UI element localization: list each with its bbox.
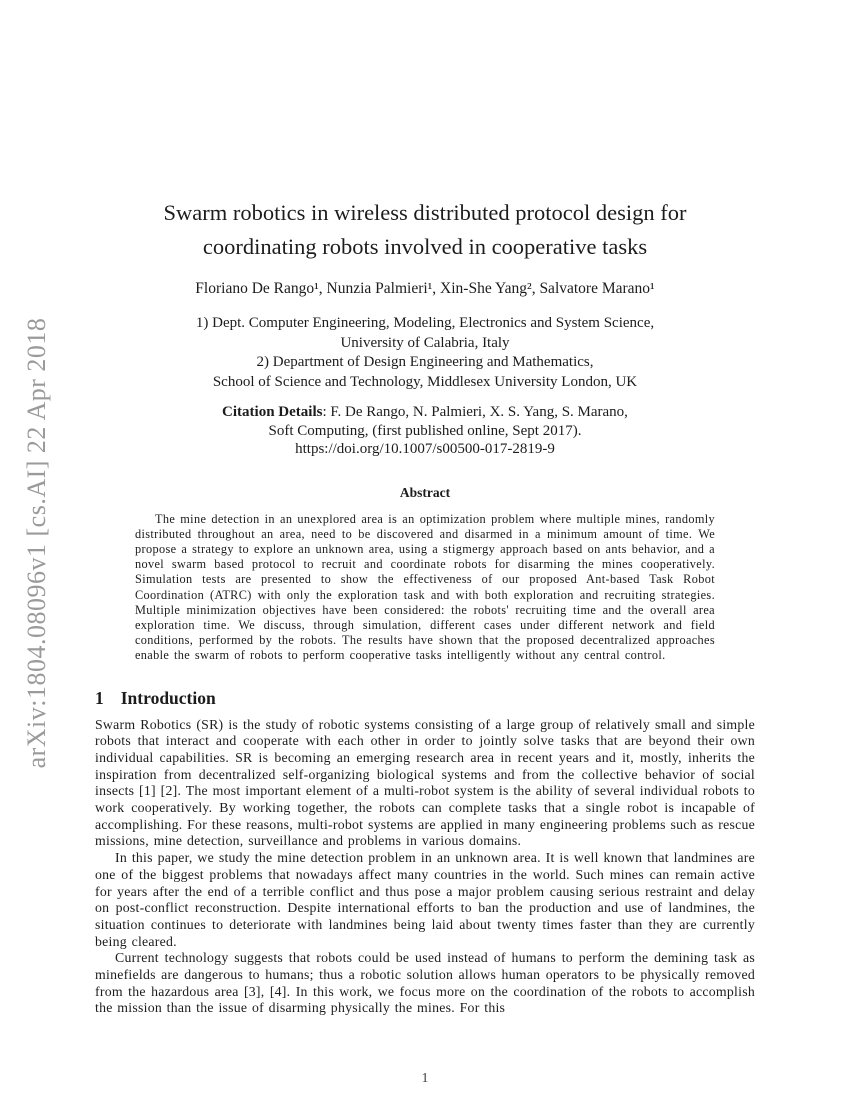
introduction-body xyxy=(95,717,755,1018)
affiliation-line: School of Science and Technology, Middlesex University London, UK xyxy=(212,373,638,390)
citation-authors: : F. De Rango, N. Palmieri, X. S. Yang, S. Marano, xyxy=(322,404,628,420)
affiliation-line: University of Calabria, Italy xyxy=(340,334,510,351)
page-number: 1 xyxy=(421,1070,429,1085)
intro-paragraph: Current technology suggests that robots could be used instead of humans to perform the demining task as minefields are dangerous to humans; thus a robotic solution allows human operators to be physically removed from the hazardous area [3], [4]. In this work, we focus more on the coordination of the robots to accomplish the mission than the issue of disarming physically the mines. For this xyxy=(95,950,755,1016)
intro-paragraph: In this paper, we study the mine detection problem in an unknown area. It is well known that landmines are one of the biggest problems that nowadays affect many countries in the world. Such mines can remain active for years after the end of a terrible conflict and thus pose a major problem causing serious restraint and delay on post-conflict reconstruction. Despite international efforts to ban the production and use of landmines, the situation continues to deteriorate with landmines being laid about twenty times faster than they are currently being cleared. xyxy=(95,850,755,949)
paper-title: Swarm robotics in wireless distributed protocol design for coordinating robots involved in cooperative tasks xyxy=(163,200,687,259)
affiliation-line: 1) Dept. Computer Engineering, Modeling, Electronics and System Science, xyxy=(195,315,655,331)
intro-paragraph: Swarm Robotics (SR) is the study of robotic systems consisting of a large group of relatively small and simple robots that interact and cooperate with each other in order to jointly solve tasks that are beyond their own individual capabilities. SR is becoming an emerging research area in recent years and it, mostly, inherits the inspiration from decentralized self-organizing biological systems and from the collective behavior of social insects [1] [2]. The most important element of a multi-robot system is the ability of several individual robots to work cooperatively. By working together, the robots can complete tasks that a single robot is incapable of accomplishing. For these reasons, multi-robot systems are applied in many engineering problems such as rescue missions, mine detection, surveillance and problems in various domains. xyxy=(95,716,755,849)
authors-line: Floriano De Rango¹, Nunzia Palmieri¹, Xin-She Yang², Salvatore Marano¹ xyxy=(195,280,655,297)
arxiv-watermark: arXiv:1804.08096v1 [cs.AI] 22 Apr 2018 xyxy=(22,317,51,769)
citation-journal-line: Soft Computing, (first published online, Sept 2017). xyxy=(268,422,582,439)
citation-doi: https://doi.org/10.1007/s00500-017-2819-9 xyxy=(295,441,555,457)
section-number: 1 xyxy=(95,687,104,708)
citation-line xyxy=(95,403,755,422)
abstract-text: The mine detection in an unexplored area is an optimization problem where multiple mines, randomly distributed throughout an area, need to be discovered and disarmed in a minimum amount of time. We propose a strategy to explore an unknown area, using a stigmergy approach based on ants behavior, and a novel swarm based protocol to recruit and coordinate robots for disarming the mines cooperatively. Simulation tests are presented to show the effectiveness of our proposed Ant-based Task Robot Coordination (ATRC) with only the exploration task and with both exploration and recruiting strategies. Multiple minimization objectives have been considered: the robots' recruiting time and the overall area exploration time. We discuss, through simulation, different cases under different network and field conditions, performed by the robots. The results have shown that the proposed decentralized approaches enable the swarm of robots to perform cooperative tasks intelligently without any central control. xyxy=(135,511,715,663)
abstract-heading: Abstract xyxy=(399,484,451,500)
affiliations-block xyxy=(95,314,755,392)
citation-details-label: Citation Details xyxy=(222,404,323,420)
affiliation-line: 2) Department of Design Engineering and Mathematics, xyxy=(256,354,594,370)
citation-block xyxy=(95,403,755,459)
section-title: Introduction xyxy=(120,687,216,708)
paper-content-column xyxy=(95,0,755,1017)
section-1-heading xyxy=(95,688,755,708)
